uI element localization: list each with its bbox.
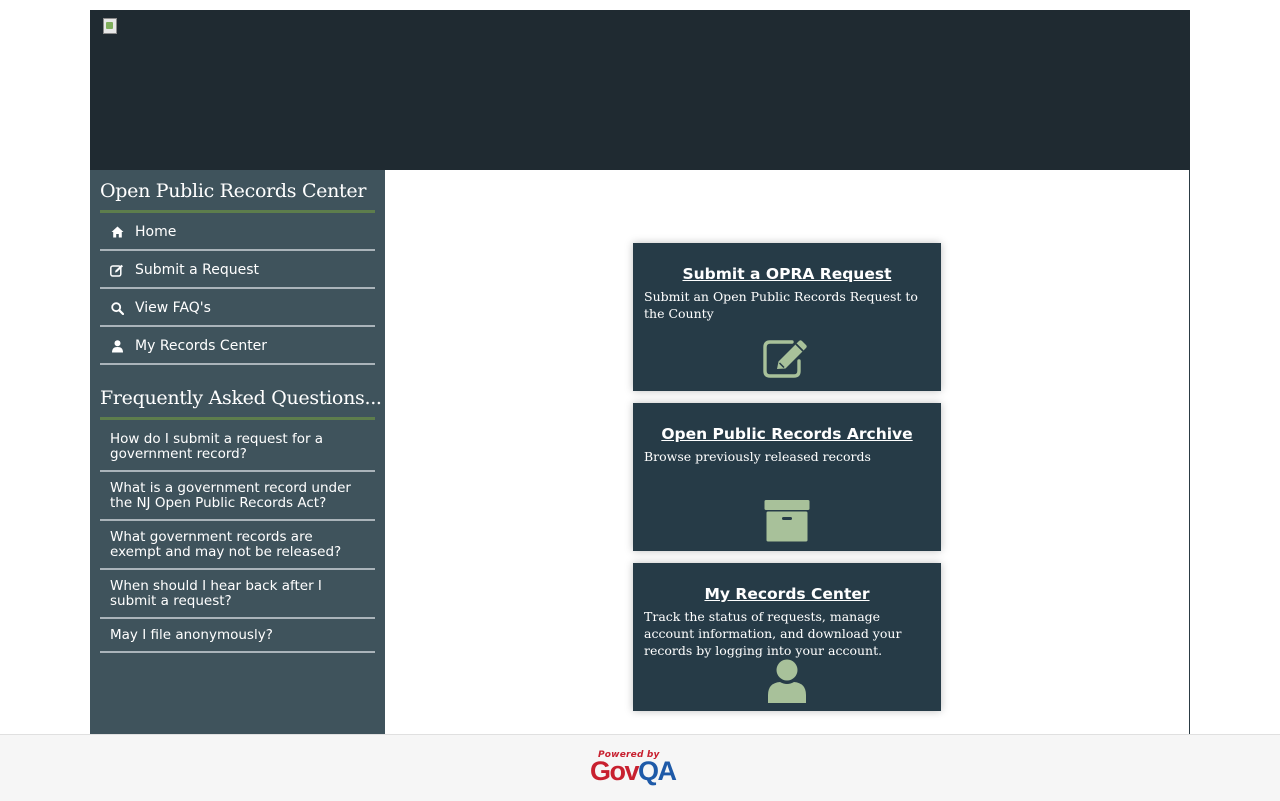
faq-list — [100, 423, 375, 653]
header-banner — [90, 10, 1190, 170]
card-my-records-center[interactable] — [633, 563, 941, 711]
card-description: Track the status of requests, manage account information, and download your records by logging into your account. — [644, 609, 902, 658]
faq-item[interactable]: When should I hear back after I submit a request? — [100, 570, 375, 619]
nav-label-view-faqs: View FAQ's — [135, 300, 211, 316]
nav-item-my-records-center[interactable] — [100, 329, 375, 365]
nav-label-my-records-center: My Records Center — [135, 338, 268, 354]
card-description: Browse previously released records — [644, 449, 871, 464]
nav-label-home: Home — [135, 224, 177, 240]
pencil-square-icon — [762, 339, 812, 383]
logo-wordmark: GovQA — [590, 756, 676, 786]
edit-icon — [110, 263, 124, 277]
nav-item-submit-request[interactable] — [100, 253, 375, 289]
card-title-link[interactable]: Open Public Records Archive — [661, 425, 913, 443]
user-icon — [110, 339, 124, 353]
archive-box-icon — [764, 499, 810, 547]
logo-powered-by: Powered by — [598, 750, 660, 760]
faq-item[interactable]: How do I submit a request for a government record? — [100, 423, 375, 472]
faq-item[interactable]: What is a government record under the NJ Open Public Records Act? — [100, 472, 375, 521]
faq-item[interactable]: May I file anonymously? — [100, 619, 375, 653]
faq-heading: Frequently Asked Questions... — [100, 387, 375, 420]
search-icon — [110, 301, 124, 315]
home-icon — [110, 225, 124, 239]
govqa-logo[interactable] — [590, 750, 690, 786]
card-records-archive[interactable] — [633, 403, 941, 551]
nav-item-view-faqs[interactable] — [100, 291, 375, 327]
sidebar — [90, 170, 385, 734]
sidebar-heading: Open Public Records Center — [100, 180, 375, 213]
user-icon — [767, 659, 807, 707]
sidebar-nav — [100, 215, 375, 367]
broken-image-icon — [103, 18, 117, 34]
card-title-link[interactable]: My Records Center — [704, 585, 870, 603]
faq-item[interactable]: What government records are exempt and may not be released? — [100, 521, 375, 570]
nav-item-home[interactable] — [100, 215, 375, 251]
card-title-link[interactable]: Submit a OPRA Request — [682, 265, 892, 283]
nav-label-submit-request: Submit a Request — [135, 262, 260, 278]
footer — [0, 734, 1280, 801]
card-description: Submit an Open Public Records Request to the County — [644, 289, 918, 321]
card-submit-request[interactable] — [633, 243, 941, 391]
